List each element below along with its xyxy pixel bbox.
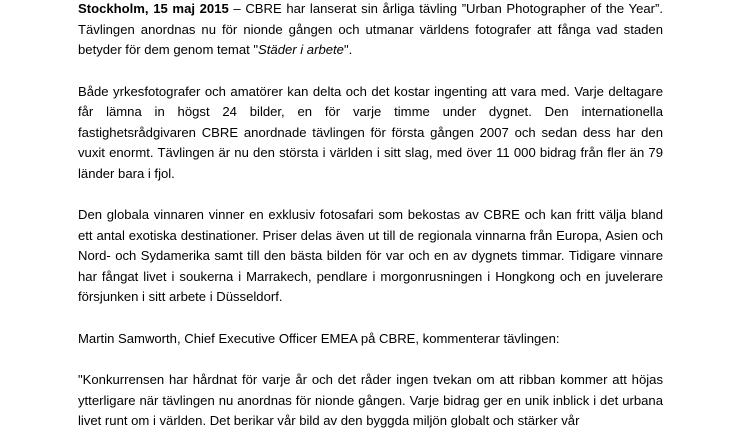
quote-intro-paragraph: Martin Samworth, Chief Executive Officer EMEA på CBRE, kommenterar tävlingen: (78, 330, 560, 346)
intro-paragraph (78, 0, 663, 61)
intro-text-end: ". (343, 42, 353, 57)
prizes-paragraph: Den globala vinnaren vinner en exklusiv fotosafari som bekostas av CBRE och kan fritt välja bland ett antal exotiska destinationer. Priser delas även ut till de regionala vinnarna från Europa, Asien och Nord- och Sydamerika samt till den bästa bilden för var och en av dygnets timmar. Tidigare vinnare har fångat livet i soukerna i Marrakech, pendlare i morgonrusningen i Hongkong och en juvelerare försjunken i sitt arbete i Düsseldorf. (78, 207, 663, 304)
dateline: Stockholm, 15 maj 2015 (78, 1, 229, 16)
intro-text: – CBRE har lanserat sin årliga tävling ”Urban Photographer of the Year”. Tävlingen anordnas nu för nionde gången och utmanar världens fotografer att fånga vad staden betyder för dem genom temat " (78, 1, 663, 57)
theme-title: Städer i arbete (258, 42, 344, 57)
quote-paragraph: "Konkurrensen har hårdnat för varje år och det råder ingen tvekan om att ribban kommer att höjas ytterligare när tävlingen nu anordnas för nionde gången. Varje bidrag ger en unik inblick i det urbana livet runt om i världen. Det berikar vår bild av den byggda miljön globalt och stärker vår (78, 372, 663, 428)
eligibility-paragraph: Både yrkesfotografer och amatörer kan delta och det kostar ingenting att vara med. Varje deltagare får lämna in högst 24 bilder, en för varje timme under dygnet. Den internationella fastighetsrådgivaren CBRE anordnade tävlingen för första gången 2007 och sedan dess har den vuxit enormt. Tävlingen är nu den största i världen i sitt slag, med över 11 000 bidrag från fler än 79 länder bara i fjol. (78, 83, 663, 181)
press-release-body (78, 0, 663, 432)
